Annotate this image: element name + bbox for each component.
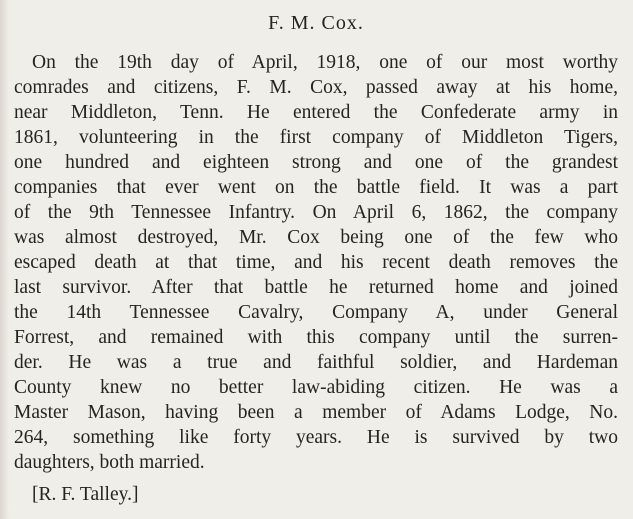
text-line-17: daughters, both married.: [14, 452, 205, 473]
text-line-5: one hundred and eighteen strong and one of the grandest: [14, 152, 618, 173]
page-edge: [0, 0, 9, 519]
text-line-6: companies that ever went on the battle field. It was a part: [14, 177, 618, 198]
author-signature: [R. F. Talley.]: [32, 484, 139, 505]
article-title: F. M. Cox.: [268, 12, 364, 34]
text-line-7: of the 9th Tennessee Infantry. On April 6, 1862, the company: [14, 202, 618, 223]
text-line-15: Master Mason, having been a member of Adams Lodge, No.: [14, 402, 618, 423]
text-line-11: the 14th Tennessee Cavalry, Company A, under General: [14, 302, 618, 323]
text-line-10: last survivor. After that battle he returned home and joined: [14, 277, 618, 298]
text-line-14: County knew no better law-abiding citizen. He was a: [14, 377, 618, 398]
text-line-16: 264, something like forty years. He is survived by two: [14, 427, 618, 448]
text-line-13: der. He was a true and faithful soldier, and Hardeman: [14, 352, 618, 373]
text-line-2: comrades and citizens, F. M. Cox, passed away at his home,: [14, 77, 618, 98]
text-line-1: On the 19th day of April, 1918, one of our most worthy: [32, 52, 618, 73]
text-line-4: 1861, volunteering in the first company of Middleton Tigers,: [14, 127, 618, 148]
obituary-article: [14, 0, 618, 519]
text-line-3: near Middleton, Tenn. He entered the Confederate army in: [14, 102, 618, 123]
text-line-9: escaped death at that time, and his recent death removes the: [14, 252, 618, 273]
text-line-8: was almost destroyed, Mr. Cox being one of the few who: [14, 227, 618, 248]
text-line-12: Forrest, and remained with this company until the surren-: [14, 327, 618, 348]
